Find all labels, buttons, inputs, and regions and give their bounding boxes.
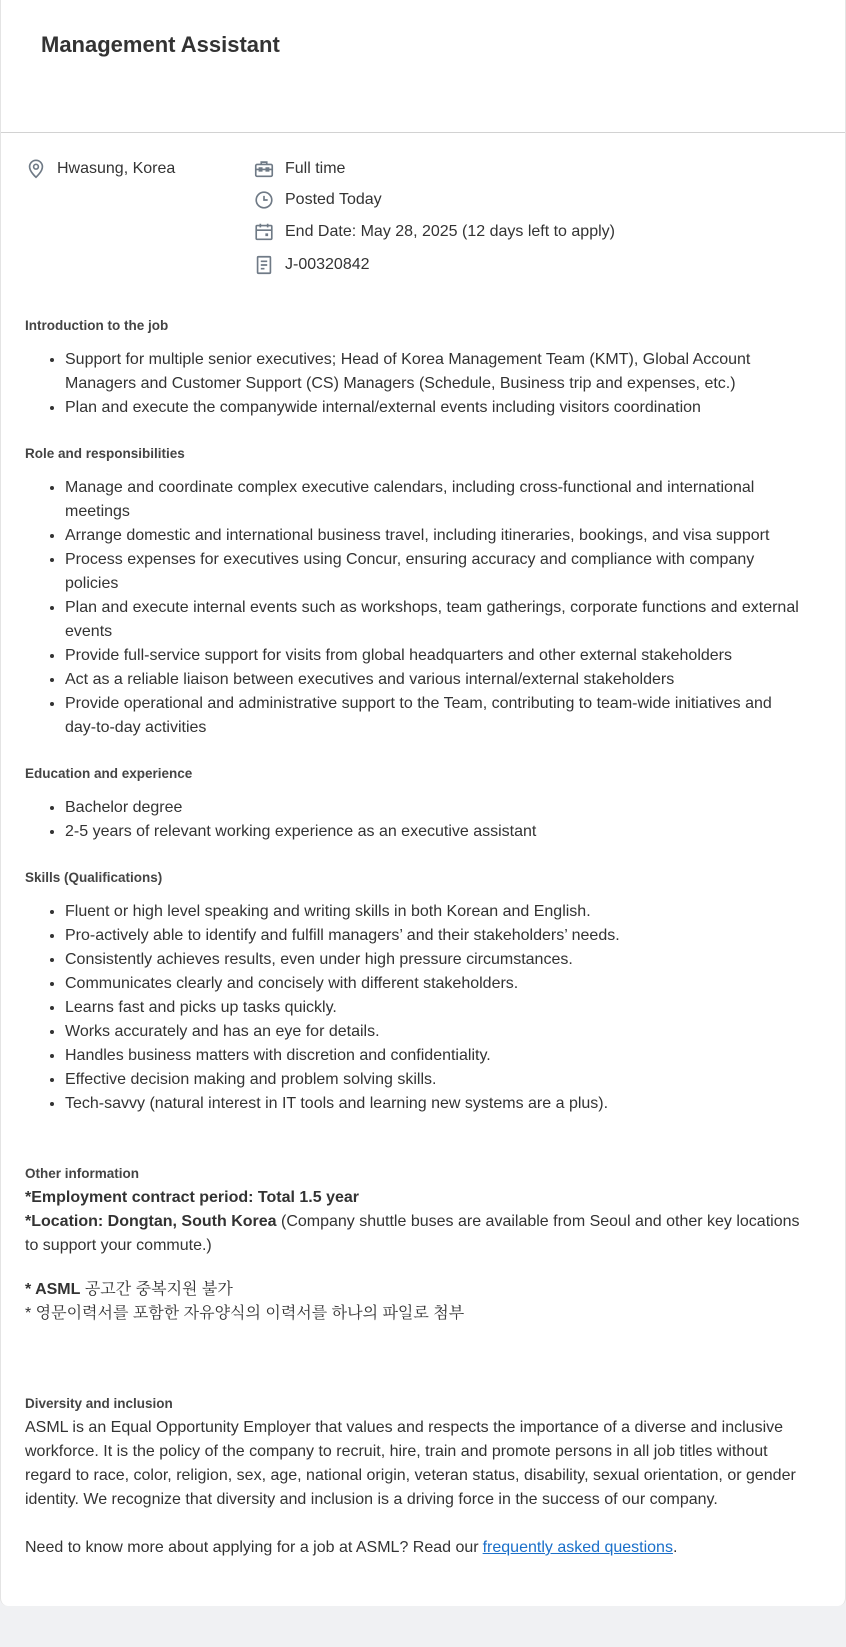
diversity-text: ASML is an Equal Opportunity Employer that values and respects the importance of a diverse and inclusive workforce. It is the policy of the company to recruit, hire, train and promote persons in all job titles without regard to race, color, religion, sex, age, national origin, veteran status, disability, sexual orientation, or gender identity. We recognize that diversity and inclusion is a driving force in the success of our company. xyxy=(25,1419,796,1508)
role-list xyxy=(65,476,805,740)
meta-type xyxy=(253,157,345,181)
list-item: • Provide full-service support for visits from global headquarters and other external stakeholders xyxy=(65,644,805,668)
faq-line xyxy=(25,1536,805,1560)
list-item: • Communicates clearly and concisely with different stakeholders. xyxy=(65,972,805,996)
list-item: • Works accurately and has an eye for details. xyxy=(65,1020,805,1044)
list-item: • Effective decision making and problem solving skills. xyxy=(65,1068,805,1092)
korean-note-2: * 영문이력서를 포함한 자유양식의 이력서를 하나의 파일로 첨부 xyxy=(25,1305,465,1322)
intro-list xyxy=(65,348,805,420)
briefcase-icon xyxy=(253,158,275,180)
section-title-diversity: Diversity and inclusion xyxy=(25,1396,173,1411)
meta-end-date xyxy=(253,220,615,244)
list-item: • Support for multiple senior executives; Head of Korea Management Team (KMT), Global Account Managers and Customer Support (CS) Managers (Schedule, Business trip and expenses, etc.) xyxy=(65,348,805,396)
list-item: • Plan and execute internal events such as workshops, team gatherings, corporate functions and external events xyxy=(65,596,805,644)
list-item: • Manage and coordinate complex executive calendars, including cross-functional and international meetings xyxy=(65,476,805,524)
korean-note-1 xyxy=(25,1278,805,1302)
contract-period: *Employment contract period: Total 1.5 year xyxy=(25,1189,360,1206)
location-text: Hwasung, Korea xyxy=(57,160,176,177)
section-title-other: Other information xyxy=(25,1166,139,1181)
job-title: Management Assistant xyxy=(41,32,280,57)
list-item: • Process expenses for executives using Concur, ensuring accuracy and compliance with company policies xyxy=(65,548,805,596)
job-id-text: J-00320842 xyxy=(285,256,370,273)
korean-note-1-rest: 공고간 중복지원 불가 xyxy=(80,1281,233,1298)
location-note-bold: *Location: Dongtan, South Korea xyxy=(25,1213,277,1230)
location-pin-icon xyxy=(25,158,47,180)
list-item: • Pro-actively able to identify and fulfill managers’ and their stakeholders’ needs. xyxy=(65,924,805,948)
list-item: • Bachelor degree xyxy=(65,796,805,820)
list-item: • Tech-savvy (natural interest in IT tools and learning new systems are a plus). xyxy=(65,1092,805,1116)
faq-prefix: Need to know more about applying for a job at ASML? Read our xyxy=(25,1539,479,1556)
section-title-education: Education and experience xyxy=(25,766,193,781)
meta-location xyxy=(25,157,175,181)
section-title-role: Role and responsibilities xyxy=(25,446,185,461)
faq-suffix: . xyxy=(672,1539,678,1556)
korean-note-1-bold: * ASML xyxy=(25,1281,81,1298)
list-item: • Consistently achieves results, even under high pressure circumstances. xyxy=(65,948,805,972)
list-item: • Handles business matters with discretion and confidentiality. xyxy=(65,1044,805,1068)
list-item: • Learns fast and picks up tasks quickly. xyxy=(65,996,805,1020)
posted-text: Posted Today xyxy=(285,191,382,208)
calendar-icon xyxy=(253,221,275,243)
faq-link[interactable]: frequently asked questions xyxy=(482,1539,673,1556)
skills-list xyxy=(65,900,805,1116)
list-item: • Arrange domestic and international business travel, including itineraries, bookings, and visa support xyxy=(65,524,805,548)
list-item: • Provide operational and administrative support to the Team, contributing to team-wide initiatives and day-to-day activities xyxy=(65,692,805,740)
list-item: • 2-5 years of relevant working experience as an executive assistant xyxy=(65,820,805,844)
document-icon xyxy=(253,254,275,276)
job-meta xyxy=(1,160,846,290)
end-date-text: End Date: May 28, 2025 (12 days left to apply) xyxy=(285,223,615,240)
list-item: • Plan and execute the companywide internal/external events including visitors coordination xyxy=(65,396,805,420)
job-header xyxy=(1,0,845,133)
job-description xyxy=(25,314,805,1560)
section-title-intro: Introduction to the job xyxy=(25,318,169,333)
meta-posted xyxy=(253,188,382,212)
location-note xyxy=(25,1210,805,1258)
list-item: • Fluent or high level speaking and writing skills in both Korean and English. xyxy=(65,900,805,924)
list-item: • Act as a reliable liaison between executives and various internal/external stakeholders xyxy=(65,668,805,692)
meta-job-id xyxy=(253,253,370,277)
education-list xyxy=(65,796,805,844)
clock-icon xyxy=(253,189,275,211)
type-text: Full time xyxy=(285,160,346,177)
section-title-skills: Skills (Qualifications) xyxy=(25,870,163,885)
location-note-rest: (Company shuttle buses are available from Seoul and other key locations to support your commute.) xyxy=(25,1213,800,1254)
